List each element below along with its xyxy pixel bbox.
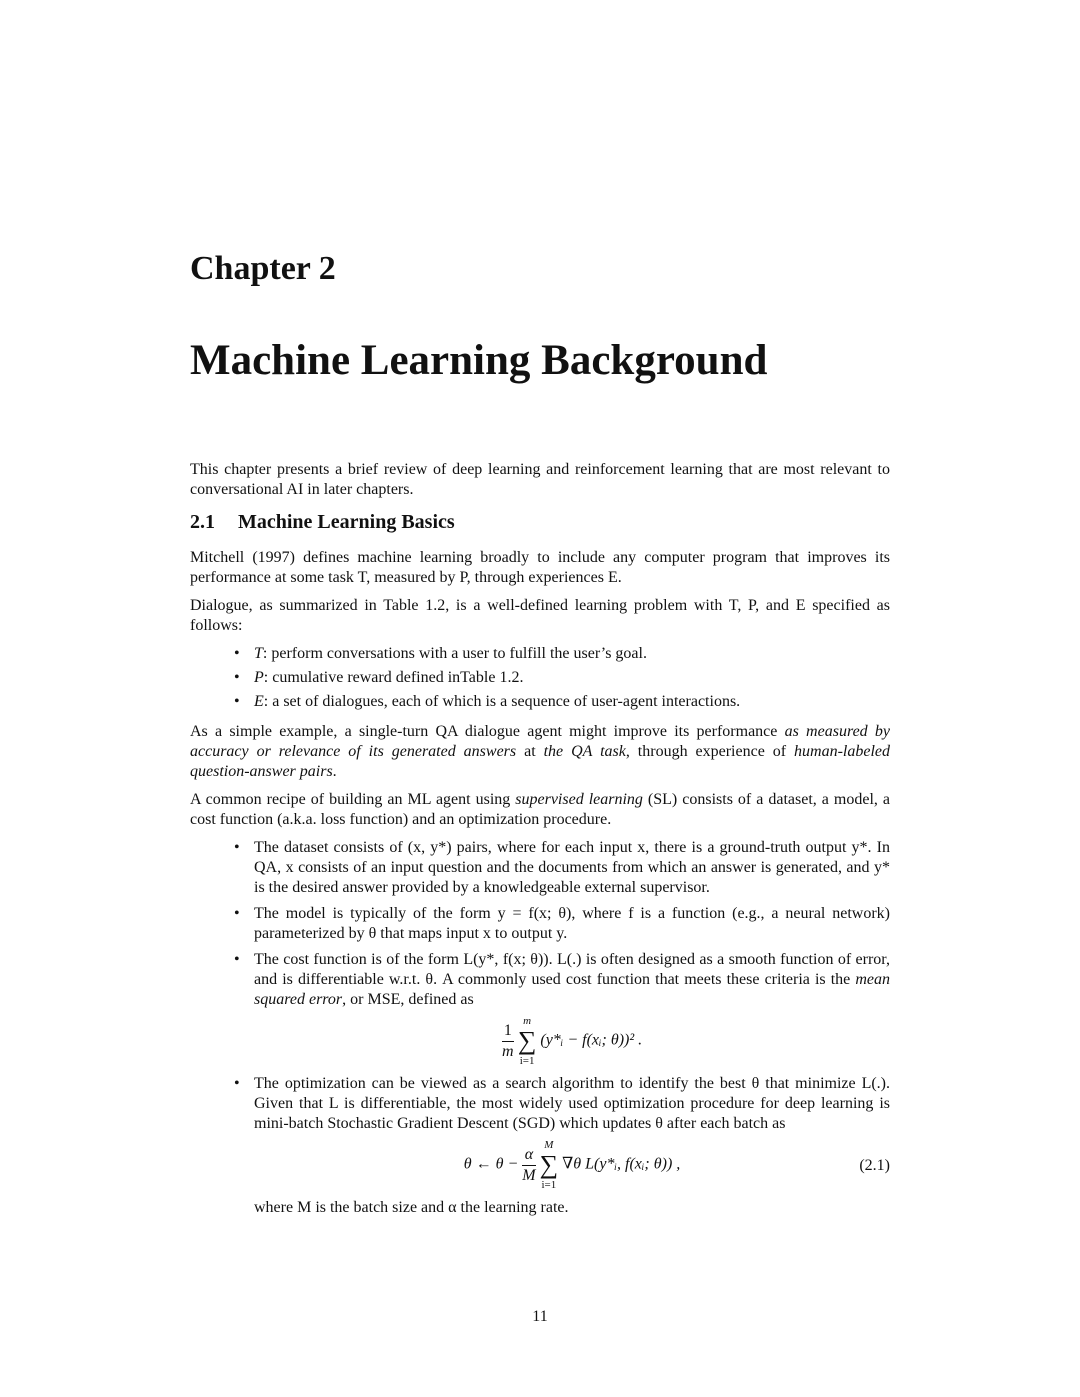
section-heading bbox=[190, 512, 890, 532]
tpe-list bbox=[190, 644, 890, 712]
equation-number: (2.1) bbox=[859, 1157, 890, 1174]
sgd-equation: θ ← θ − $\frac{\alpha}{M}$ M ∑ i=1 ∇θ L(y*ᵢ, f(xᵢ; θ)) , (2.1) bbox=[463, 1139, 890, 1191]
model-item: • The model is typically of the form y = f(x; θ), where f is a function (e.g., a neural network) parameterized by θ that maps input x to output y. bbox=[254, 904, 890, 944]
dataset-item: • The dataset consists of (x, y*) pairs, where for each input x, there is a ground-truth output y*. In QA, x consists of an input question and the documents from which an answer is generated, and y* is the desired answer provided by a knowledgeable external supervisor. bbox=[254, 838, 890, 898]
intro-paragraph: This chapter presents a brief review of deep learning and reinforcement learning that are most relevant to conversational AI in later chapters. bbox=[190, 461, 890, 498]
optimization-item: • The optimization can be viewed as a search algorithm to identify the best θ that minimize L(.). Given that L is differentiable, the most widely used optimization procedure for deep learning is mini-batch Stochastic Gradient Descent (SGD) which updates θ after each batch as θ ← θ − $\frac{\alpha}{M}$ M ∑ i=1 ∇θ L(y*ᵢ, f(xᵢ; θ)) , (2.1) where M is the batch size and α the learning rate. bbox=[254, 1074, 890, 1218]
list-item: • P: cumulative reward defined inTable 1.2. bbox=[254, 668, 890, 688]
mitchell-paragraph: Mitchell (1997) defines machine learning broadly to include any computer program that improves its performance at some task T, measured by P, through experiences E. bbox=[190, 549, 890, 586]
cost-item: • The cost function is of the form L(y*, f(x; θ)). L(.) is often designed as a smooth function of error, and is differentiable w.r.t. θ. A commonly used cost function that meets these criteria is the mean squared error, or MSE, defined as $\frac{1}{m}$ m ∑ i=1 (y*ᵢ − f(xᵢ; θ))² . bbox=[254, 950, 890, 1068]
list-item: • T: perform conversations with a user to fulfill the user’s goal. bbox=[254, 644, 890, 664]
chapter-label: Chapter 2 bbox=[190, 250, 336, 287]
section-title: Machine Learning Basics bbox=[238, 511, 455, 533]
section-number: 2.1 bbox=[190, 511, 215, 533]
page-number: 11 bbox=[532, 1308, 548, 1325]
chapter-title: Machine Learning Background bbox=[190, 337, 768, 384]
where-line: where M is the batch size and α the learning rate. bbox=[254, 1199, 569, 1216]
recipe-list bbox=[190, 838, 890, 1218]
qa-example-paragraph: As a simple example, a single-turn QA dialogue agent might improve its performance as measured by accuracy or relevance of its generated answers at the QA task, through experience of human-labeled question-answer pairs. bbox=[190, 723, 891, 780]
chapter-body bbox=[190, 460, 890, 1228]
recipe-paragraph: A common recipe of building an ML agent using supervised learning (SL) consists of a dataset, a model, a cost function (a.k.a. loss function) and an optimization procedure. bbox=[190, 791, 890, 828]
dialogue-paragraph: Dialogue, as summarized in Table 1.2, is a well-defined learning problem with T, P, and E specified as follows: bbox=[190, 597, 890, 634]
list-item: • E: a set of dialogues, each of which is a sequence of user-agent interactions. bbox=[254, 692, 890, 712]
mse-equation: $\frac{1}{m}$ m ∑ i=1 (y*ᵢ − f(xᵢ; θ))² . bbox=[502, 1015, 643, 1067]
